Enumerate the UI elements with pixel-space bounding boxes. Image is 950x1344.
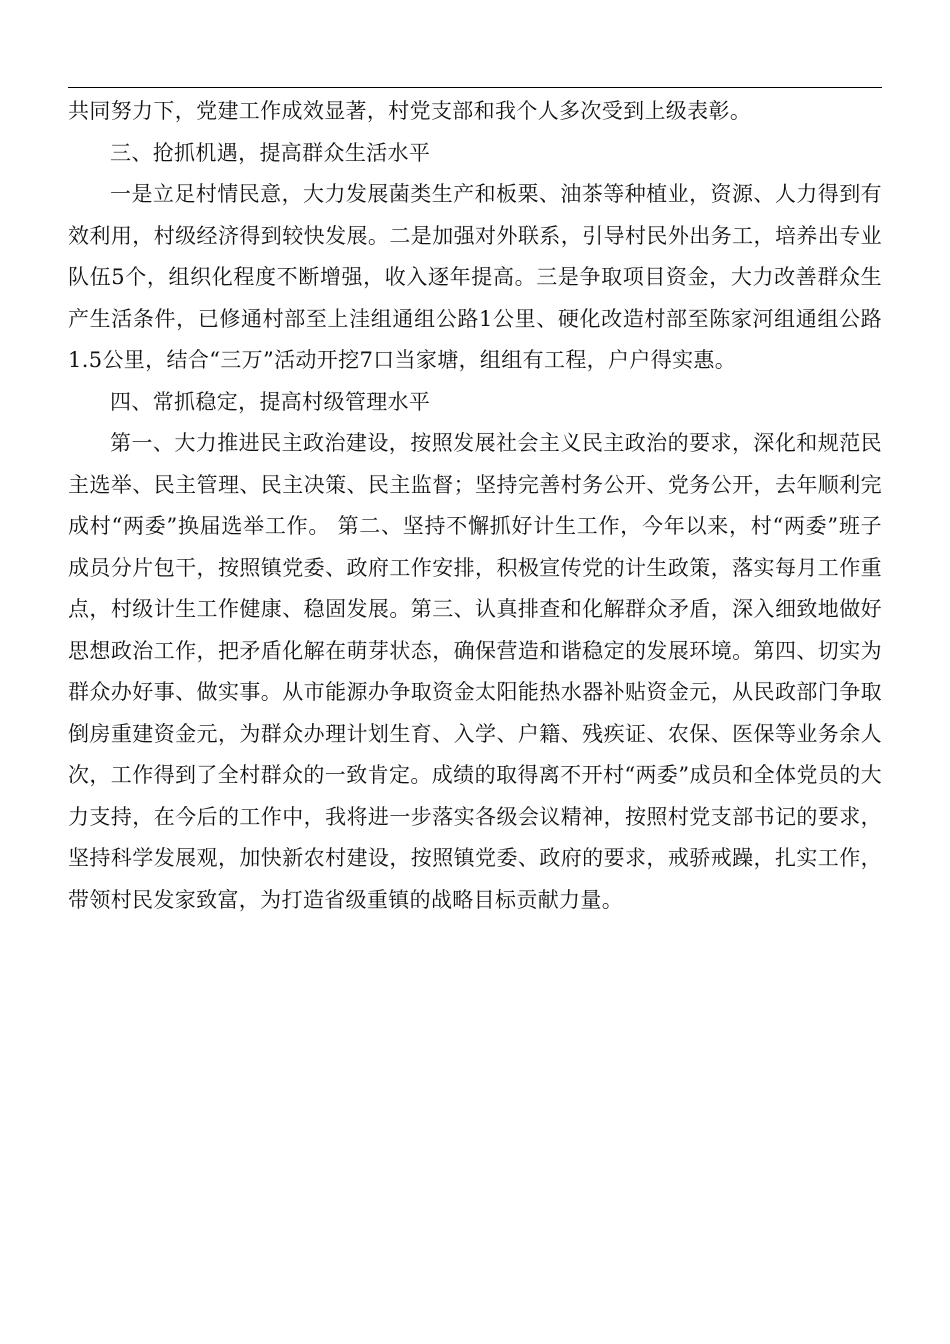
paragraph-continuation: 共同努力下，党建工作成效显著，村党支部和我个人多次受到上级表彰。 [68, 99, 752, 123]
header-rule [68, 87, 882, 88]
paragraph-section-4-body: 第一、大力推进民主政治建设，按照发展社会主义民主政治的要求，深化和规范民主选举、民主管理、民主决策、民主监督；坚持完善村务公开、党务公开，去年顺利完成村“两委”换届选举工作。 第二、坚持不懈抓好计生工作，今年以来，村“两委”班子成员分片包干，按照镇党委、政府工作安排，积极宣传党的计生政策，落实每月工作重点，村级计生工作健康、稳固发展。第三、认真排查和化解群众矛盾，深入细致地做好思想政治工作，把矛盾化解在萌芽状态，确保营造和谐稳定的发展环境。第四、切实为群众办好事、做实事。从市能源办争取资金太阳能热水器补贴资金元，从民政部门争取倒房重建资金元，为群众办理计划生育、入学、户籍、残疾证、农保、医保等业务余人次，工作得到了全村群众的一致肯定。成绩的取得离不开村“两委”成员和全体党员的大力支持，在今后的工作中，我将进一步落实各级会议精神，按照村党支部书记的要求，坚持科学发展观，加快新农村建设，按照镇党委、政府的要求，戒骄戒躁，扎实工作，带领村民发家致富，为打造省级重镇的战略目标贡献力量。 [68, 431, 882, 912]
paragraph-section-3-body: 一是立足村情民意，大力发展菌类生产和板栗、油茶等种植业，资源、人力得到有效利用，村级经济得到较快发展。二是加强对外联系，引导村民外出务工，培养出专业队伍5个，组织化程度不断增强，收入逐年提高。三是争取项目资金，大力改善群众生产生活条件，已修通村部至上洼组通组公路1公里、硬化改造村部至陈家河组通组公路1.5公里，结合“三万”活动开挖7口当家塘，组组有工程，户户得实惠。 [68, 182, 882, 372]
document-body [68, 91, 882, 921]
section-heading-3: 三、抢抓机遇，提高群众生活水平 [110, 140, 431, 165]
section-heading-4: 四、常抓稳定，提高村级管理水平 [110, 389, 431, 414]
